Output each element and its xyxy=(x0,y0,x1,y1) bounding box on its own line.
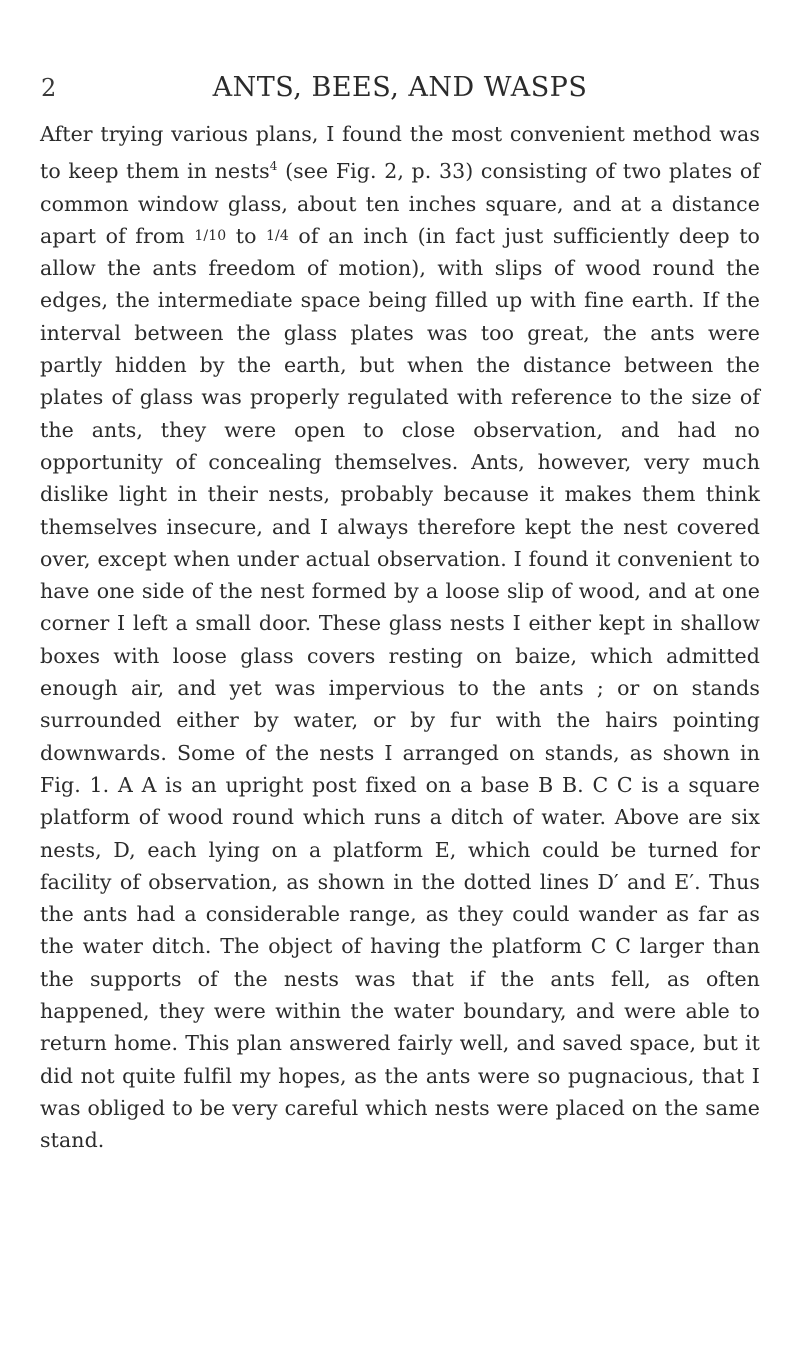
fraction-one-quarter: 1/4 xyxy=(266,227,289,244)
text-segment: (see Fig. 2, p. 33) consisting of two plates of common window glass, about ten inches square, and at a distance apart of from xyxy=(40,159,760,248)
page-number: 2 xyxy=(41,74,57,102)
running-head: ANTS, BEES, AND WASPS xyxy=(212,72,588,103)
footnote-reference: 4 xyxy=(269,159,278,174)
body-paragraph xyxy=(40,118,760,1157)
text-segment: After trying various plans, I found the most convenient method was to keep them in nests xyxy=(40,122,760,184)
text-segment: of an inch (in fact just sufficiently deep to allow the ants freedom of motion), with slips of wood round the edges, the intermediate space being filled up with fine earth. If the interval between the glass plates was too great, the ants were partly hidden by the earth, but when the distance between the plates of glass was properly regulated with reference to the size of the ants, they were open to close observation, and had no opportunity of concealing themselves. Ants, however, very much dislike light in their nests, probably because it makes them think themselves insecure, and I always therefore kept the nest covered over, except when under actual observation. I found it convenient to have one side of the nest formed by a loose slip of wood, and at one corner I left a small door. These glass nests I either kept in shallow boxes with loose glass covers resting on baize, which admitted enough air, and yet was impervious to the ants ; or on stands surrounded either by water, or by fur with the hairs pointing downwards. Some of the nests I arranged on stands, as shown in Fig. 1. A A is an upright post fixed on a base B B. C C is a square platform of wood round which runs a ditch of water. Above are six nests, D, each lying on a platform E, which could be turned for facility of observation, as shown in the dotted lines D′ and E′. Thus the ants had a considerable range, as they could wander as far as the water ditch. The object of having the platform C C larger than the supports of the nests was that if the ants fell, as often happened, they were within the water boundary, and were able to return home. This plan answered fairly well, and saved space, but it did not quite fulfil my hopes, as the ants were so pugnacious, that I was obliged to be very careful which nests were placed on the same stand. xyxy=(40,223,760,1153)
text-segment: to xyxy=(226,223,267,248)
fraction-one-tenth: 1/10 xyxy=(194,227,227,244)
